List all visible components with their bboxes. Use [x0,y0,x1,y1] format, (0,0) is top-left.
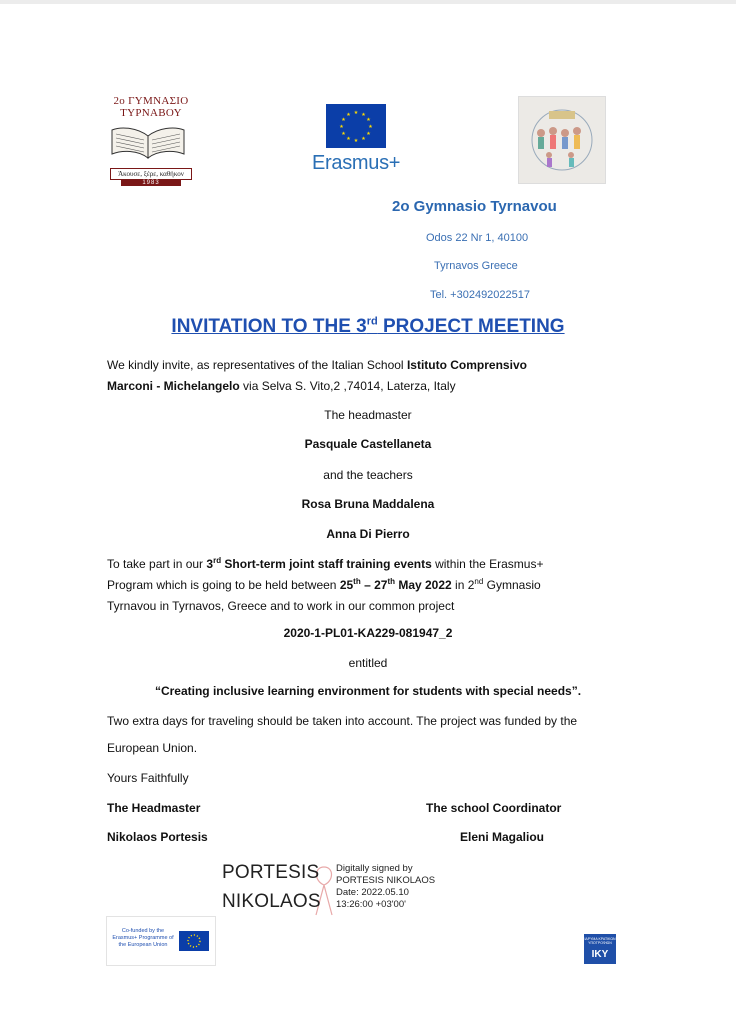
digital-signature [222,861,452,921]
top-edge [0,0,736,4]
svg-text:★: ★ [341,131,346,137]
headmaster-name: Pasquale Castellaneta [304,437,432,451]
event-date-sup: th [353,577,361,586]
event-date-start: 25 [339,578,354,592]
address-line1: Odos 22 Nr 1, 40100 [426,232,529,244]
eu-flag-icon [326,104,386,148]
school-year: 1983 [121,180,181,186]
cofunded-logo [106,916,216,966]
event-date-end: – 27 [360,578,388,592]
svg-text:★: ★ [368,124,373,130]
erasmus-logo [312,104,408,182]
school-logo [108,95,194,186]
event-paragraph [107,554,627,617]
open-book-icon [108,122,188,162]
svg-text:★: ★ [366,131,371,137]
title-sup: rd [366,315,378,328]
iky-label: IKY [591,949,609,960]
title-prefix: INVITATION TO THE 3 [171,316,367,337]
ds-line3: Date: 2022.05.10 [336,887,409,898]
event-ordinal-sup: rd [213,556,222,565]
eu-flag-icon [179,931,209,951]
closing: Yours Faithfully [107,771,189,785]
school-logo-line2: ΤΥΡΝΑΒΟΥ [120,107,182,119]
event-text: in 2 [451,578,475,592]
event-date-sup: th [387,577,395,586]
svg-text:★: ★ [361,112,366,118]
school-motto: Άκουσε, ξέρε, καθήκον [110,168,192,180]
iky-small-text: ΙΔΡΥΜΑ ΚΡΑΤΙΚΩΝ ΥΠΟΤΡΟΦΙΩΝ [584,937,616,945]
coordinator-name: Eleni Magaliou [460,830,545,844]
intro-paragraph [107,355,627,397]
svg-text:★: ★ [353,138,359,144]
teachers-label: and the teachers [323,468,413,482]
event-text: within the Erasmus+ [431,557,544,571]
phone-number: Tel. +302492022517 [430,289,531,301]
org-name: 2o Gymnasio Tyrnavou [392,198,557,215]
svg-text:★: ★ [341,117,346,123]
page-title [0,316,736,338]
address-line2: Tyrnavos Greece [434,260,518,272]
ds-line1: Digitally signed by [336,863,413,874]
coordinator-role: The school Coordinator [426,801,562,815]
teacher-name-1: Rosa Bruna Maddalena [301,497,435,511]
cofunded-text: Co-funded by the Erasmus+ Programme of the European Union [112,928,174,948]
school-logo-line1: 2ο ΓΥΜΝΑΣΙΟ [113,95,189,107]
ds-line2: PORTESIS NIKOLAOS [336,875,436,886]
svg-text:★: ★ [339,124,344,130]
ds-line4: 13:26:00 +03'00' [336,899,406,910]
entitled-label: entitled [348,656,388,670]
svg-text:★: ★ [353,110,359,116]
headmaster-label: The headmaster [324,408,412,422]
intro-text: We kindly invite, as representatives of the Italian School [107,358,407,372]
project-drawing-image [518,96,606,184]
event-name: Short-term joint staff training events [221,557,432,571]
event-text: Gymnasio [483,578,541,592]
school-name-bold: Istituto Comprensivo [406,358,527,372]
svg-text:★: ★ [366,117,371,123]
extra-days-line2: European Union. [107,741,198,755]
event-date-month: May 2022 [395,578,452,592]
event-text: Tyrnavou in Tyrnavos, Greece and to work in our common project [107,599,455,613]
signature-name-line1: PORTESIS [222,862,320,883]
svg-text:★: ★ [346,112,351,118]
project-code: 2020-1-PL01-KA229-081947_2 [283,626,453,640]
event-text: To take part in our [107,557,207,571]
erasmus-wordmark: Erasmus+ [312,152,401,174]
school-name-bold2: Marconi - Michelangelo [107,379,240,393]
intro-address: via Selva S. Vito,2 ,74014, Laterza, Italy [239,379,456,393]
svg-text:★: ★ [346,136,351,142]
extra-days-line1: Two extra days for traveling should be taken into account. The project was funded by the [107,714,578,728]
teacher-name-2: Anna Di Pierro [326,527,410,541]
event-text-sup: nd [474,577,484,586]
event-ordinal: 3 [206,557,214,571]
headmaster-signatory: Nikolaos Portesis [107,830,208,844]
event-text: Program which is going to be held between [107,578,340,592]
headmaster-role: The Headmaster [107,801,201,815]
svg-text:★: ★ [361,136,366,142]
signature-name-line2: NIKOLAOS [222,891,321,912]
iky-logo [584,934,616,964]
title-suffix: PROJECT MEETING [377,316,565,337]
project-title: “Creating inclusive learning environment for students with special needs”. [154,684,582,698]
